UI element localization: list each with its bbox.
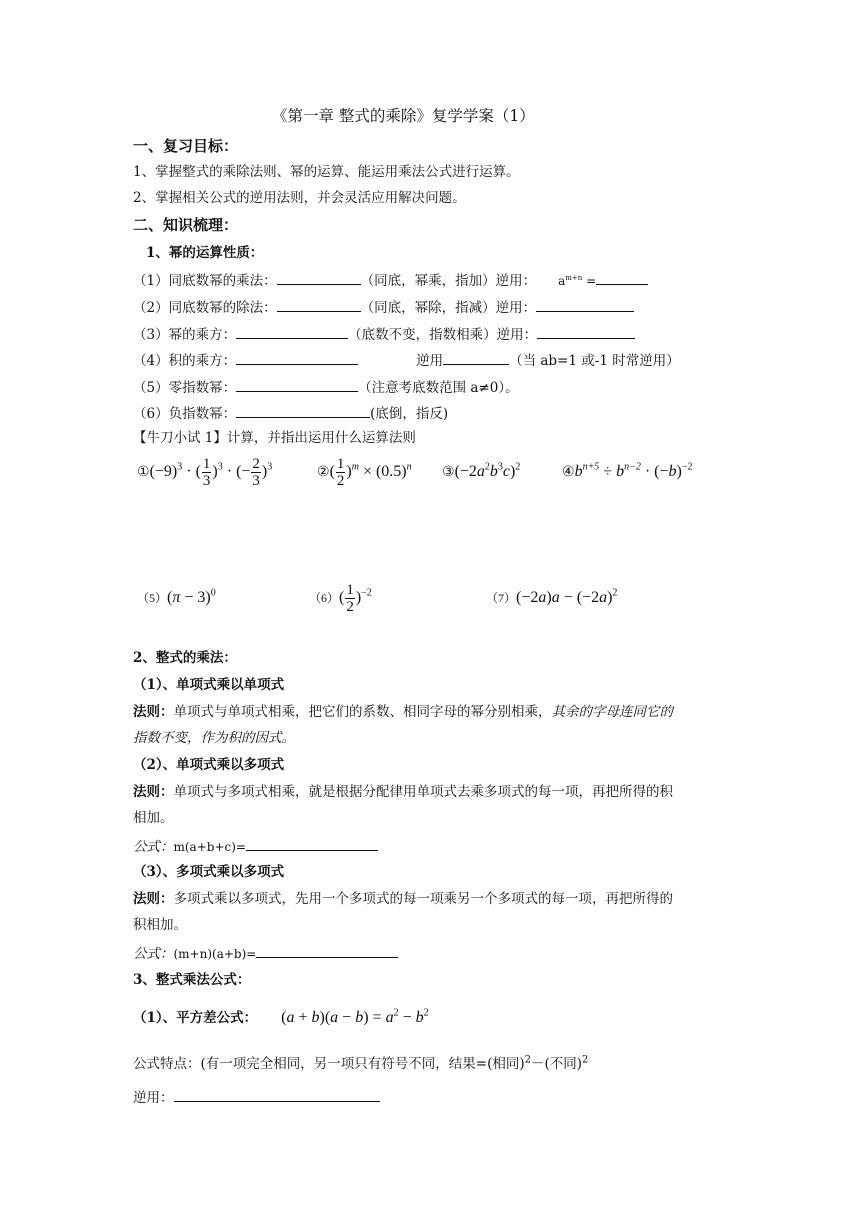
rule-row-6 xyxy=(133,403,448,424)
rule-label: （6）负指数幂： xyxy=(133,406,237,422)
formula-inverse: 逆用： xyxy=(133,1087,380,1108)
rule-note: 逆用 xyxy=(416,353,444,369)
problem-1: $①(-9)^3$ · ( $\frac{1}{3}$ )$^3$ · (− $\frac{2}{3}$ )$^3$ xyxy=(137,455,273,489)
answer-blank[interactable] xyxy=(256,943,398,958)
subheading-multiplication: 2、整式的乘法： xyxy=(133,650,237,666)
rule-poly-poly-line1: 法则：多项式乘以多项式，先用一个多项式的每一项乘另一个多项式的每一项，再把所得的 xyxy=(133,891,673,907)
answer-blank[interactable] xyxy=(537,324,635,339)
formula-feature: 公式特点：(有一项完全相同，另一项只有符号不同，结果=(相同)$^2$－(不同)$^2$ xyxy=(133,1054,589,1072)
rule-row-2 xyxy=(133,297,634,318)
problem-2: ②( $\frac{1}{2}$ )$^m \times (0.5)^n$ xyxy=(317,455,412,489)
problem-3: $③(-2a^2b^3c)^2$ xyxy=(442,461,521,480)
rule-note: （同底，幂乘，指加）逆用： xyxy=(360,273,537,289)
rule-row-4 xyxy=(133,350,680,371)
rule-label: （1）同底数幂的乘法： xyxy=(133,273,277,289)
answer-blank[interactable] xyxy=(246,836,378,851)
rule-note: （同底，幂除，指减）逆用： xyxy=(360,300,537,316)
rule-mono-poly-line1: 法则：单项式与多项式相乘，就是根据分配律用单项式去乘多项式的每一项，再把所得的积 xyxy=(133,784,673,800)
problem-6: （6）( $\frac{1}{2}$ )$^{-2}$ xyxy=(309,581,372,615)
rule-row-5 xyxy=(133,377,519,398)
heading-poly-poly: （3）、多项式乘以多项式 xyxy=(133,864,285,880)
rule-row-1 xyxy=(133,270,648,291)
goal-1: 1、掌握整式的乘除法则、幂的运算、能运用乘法公式进行运算。 xyxy=(133,164,520,180)
rule-mono-poly-line2: 相加。 xyxy=(133,810,174,826)
answer-blank[interactable] xyxy=(236,403,370,418)
answer-blank[interactable] xyxy=(277,297,361,312)
rule-note: （注意考底数范围 a≠0）。 xyxy=(358,380,519,396)
inverse-expression: $a^{m+n}$ = xyxy=(558,274,597,288)
subheading-formulas: 3、整式乘法公式： xyxy=(133,972,251,988)
answer-blank[interactable] xyxy=(236,324,348,339)
heading-mono-mono: （1）、单项式乘以单项式 xyxy=(133,677,285,693)
heading-mono-poly: （2）、单项式乘以多项式 xyxy=(133,757,285,773)
rule-mono-mono-line2: 指数不变，作为积的因式。 xyxy=(133,730,295,746)
answer-blank[interactable] xyxy=(236,377,358,392)
difference-of-squares: （1）、平方差公式： $(a + b)(a - b) = a^2 - b^2$ xyxy=(133,1007,429,1026)
answer-blank[interactable] xyxy=(174,1087,380,1102)
answer-blank[interactable] xyxy=(536,297,634,312)
rule-note-2: （当 ab=1 或-1 时常逆用） xyxy=(509,353,680,369)
subheading-power-rules: 1、幂的运算性质： xyxy=(146,245,264,261)
formula-mono-poly: 公式：m(a+b+c)= xyxy=(133,836,378,857)
rule-label: （2）同底数幂的除法： xyxy=(133,300,277,316)
formula-poly-poly: 公式：(m+n)(a+b)= xyxy=(133,943,398,964)
answer-blank[interactable] xyxy=(277,270,361,285)
answer-blank[interactable] xyxy=(443,350,509,365)
formula-expression: $(a + b)(a - b) = a^2 - b^2$ xyxy=(281,1007,429,1026)
practice-title: 【牛刀小试 1】计算，并指出运用什么运算法则 xyxy=(133,430,416,446)
problem-7: $(7)(-2a)a - (-2a)^2$ xyxy=(486,587,618,606)
problem-4: $④b^{n+5} \div b^{n-2} \cdot (-b)^{-2}$ xyxy=(562,461,693,480)
page-title: 《第一章 整式的乘除》复学学案（1） xyxy=(272,107,535,125)
section-heading-goals-text: 一、复习目标： xyxy=(133,137,239,155)
rule-label: （4）积的乘方： xyxy=(133,353,237,369)
rule-label: （5）零指数幂： xyxy=(133,380,237,396)
rule-note: (底倒，指反) xyxy=(370,406,449,422)
rule-row-3 xyxy=(133,324,635,345)
goal-2: 2、掌握相关公式的逆用法则，并会灵活应用解决问题。 xyxy=(133,190,466,206)
answer-blank[interactable] xyxy=(236,350,358,365)
rule-poly-poly-line2: 积相加。 xyxy=(133,917,187,933)
answer-blank[interactable] xyxy=(596,270,648,285)
rule-mono-mono-line1: 法则：单项式与单项式相乘，把它们的系数、相同字母的幂分别相乘，其余的字母连同它的 xyxy=(133,704,673,720)
section-heading-goals xyxy=(133,136,238,156)
problem-5: $(5)(\pi - 3)^0$ xyxy=(137,587,216,606)
section-heading-review: 二、知识梳理： xyxy=(133,216,239,234)
rule-label: （3）幂的乘方： xyxy=(133,327,237,343)
rule-note: （底数不变，指数相乘）逆用： xyxy=(348,327,538,343)
